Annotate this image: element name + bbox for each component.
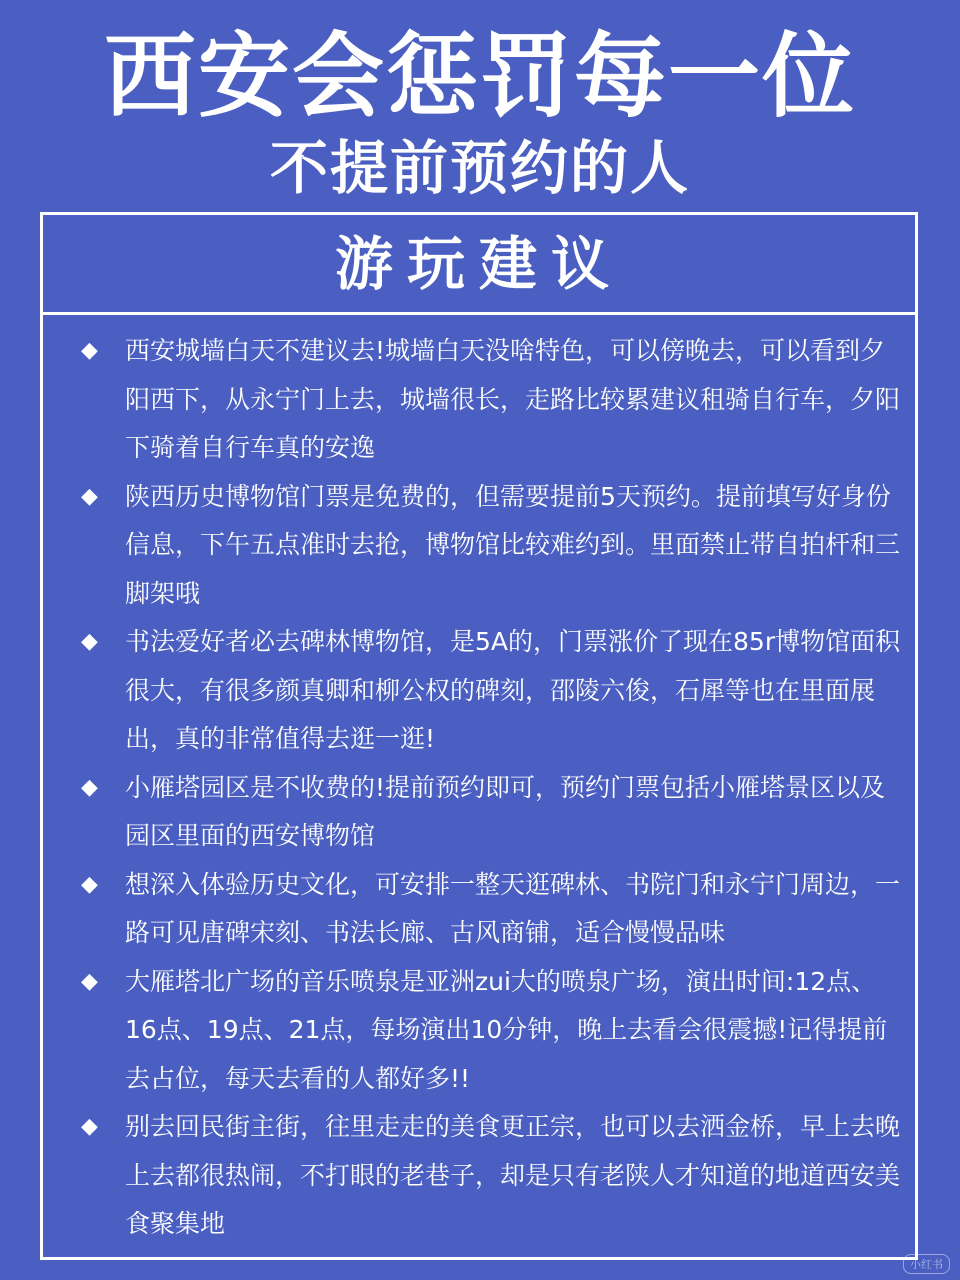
tip-item bbox=[75, 473, 905, 619]
tip-text: 大雁塔北广场的音乐喷泉是亚洲zui大的喷泉广场，演出时间:12点、16点、19点、21点，每场演出10分钟，晚上去看会很震撼!记得提前去占位，每天去看的人都好多!! bbox=[125, 966, 888, 1093]
diamond-bullet-icon: ◆ bbox=[81, 483, 98, 509]
page-subtitle: 不提前预约的人 bbox=[269, 134, 690, 202]
diamond-bullet-icon: ◆ bbox=[81, 338, 98, 363]
tip-text: 想深入体验历史文化，可安排一整天逛碑林、书院门和永宁门周边，一路可见唐碑宋刻、书法长廊、古风商铺，适合慢慢品味 bbox=[125, 869, 901, 947]
tip-text: 陕西历史博物馆门票是免费的，但需要提前5天预约。提前填写好身份信息，下午五点准时去抢，博物馆比较难约到。里面禁止带自拍杆和三脚架哦 bbox=[125, 481, 901, 608]
tip-item bbox=[75, 764, 905, 861]
tip-text: 书法爱好者必去碑林博物馆，是5A的，门票涨价了现在85r博物馆面积很大，有很多颜真卿和柳公权的碑刻，邵陵六俊，石犀等也在里面展出，真的非常值得去逛一逛! bbox=[125, 627, 901, 753]
tip-item bbox=[75, 618, 905, 764]
tip-item bbox=[75, 327, 905, 473]
tip-text: 小雁塔园区是不收费的!提前预约即可，预约门票包括小雁塔景区以及园区里面的西安博物馆 bbox=[125, 772, 886, 850]
diamond-bullet-icon: ◆ bbox=[81, 774, 98, 800]
tip-item bbox=[75, 1103, 905, 1249]
section-header bbox=[43, 215, 915, 315]
diamond-bullet-icon: ◆ bbox=[81, 871, 98, 897]
tips-list bbox=[75, 327, 905, 1249]
diamond-bullet-icon: ◆ bbox=[81, 1114, 98, 1139]
tip-item bbox=[75, 958, 905, 1104]
page-title: 西安会惩罚每一位 bbox=[103, 23, 856, 130]
diamond-bullet-icon: ◆ bbox=[81, 968, 98, 994]
tip-text: 别去回民街主街，往里走走的美食更正宗，也可以去洒金桥，早上去晚上去都很热闹，不打眼的老巷子，却是只有老陕人才知道的地道西安美食聚集地 bbox=[125, 1112, 901, 1238]
diamond-bullet-icon: ◆ bbox=[81, 629, 98, 654]
section-header-text: 游玩建议 bbox=[334, 229, 623, 298]
tip-item bbox=[75, 861, 905, 958]
tips-frame bbox=[40, 212, 918, 1260]
tip-text: 西安城墙白天不建议去!城墙白天没啥特色，可以傍晚去，可以看到夕阳西下，从永宁门上去，城墙很长，走路比较累建议租骑自行车，夕阳下骑着自行车真的安逸 bbox=[125, 336, 901, 462]
watermark-logo: 小红书 bbox=[903, 1254, 950, 1274]
